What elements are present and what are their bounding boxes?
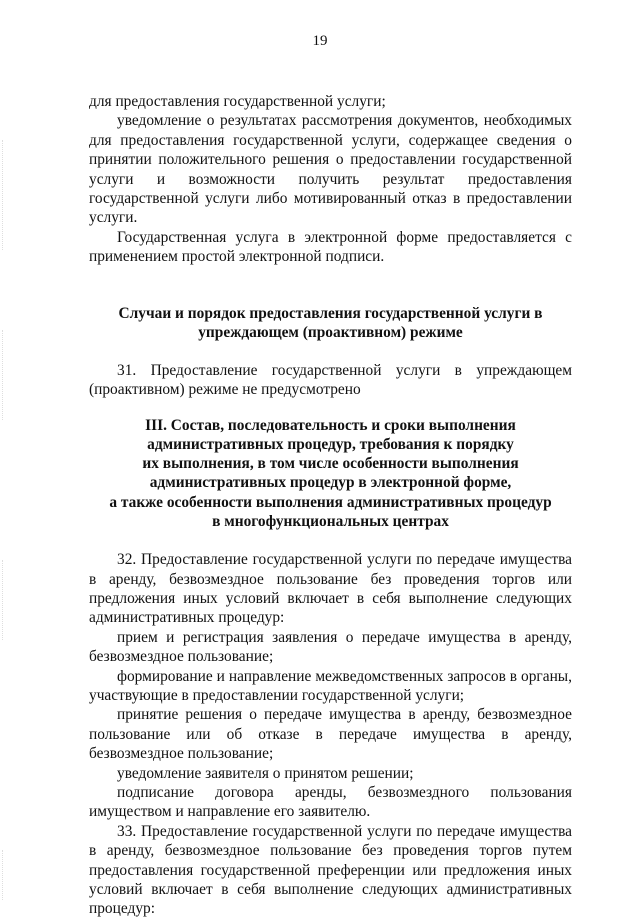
procedure-item: подписание договора аренды, безвозмездного пользования имуществом и направление его заявителю. [89, 783, 572, 821]
paragraph: Государственная услуга в электронной форме предоставляется с применением простой электронной подписи. [89, 228, 572, 266]
paragraph: уведомление о результатах рассмотрения документов, необходимых для предоставления государственной услуги, содержащее сведения о принятии положительного решения о предоставлении государственной услуги и возможности получить результат предоставления государственной услуги либо мотивированный отказ в предоставлении услуги. [89, 112, 572, 227]
procedure-item: принятие решения о передаче имущества в аренду, безвозмездное пользование или об отказе в передаче имущества в аренду, безвозмездное пользование; [89, 706, 572, 763]
procedure-item: прием и регистрация заявления о передаче имущества в аренду, безвозмездное пользование; [89, 628, 572, 666]
item-32: 32. Предоставление государственной услуги по передаче имущества в аренду, безвозмездное пользование без проведения торгов или предложения иных условий включает в себя выполнение следующих административных процедур: [89, 551, 572, 627]
chapter-heading: III. Состав, последовательность и сроки выполнения [145, 416, 516, 434]
scan-artifact [2, 140, 31, 250]
item-31: 31. Предоставление государственной услуги в упреждающем (проактивном) режиме не предусмотрено [89, 362, 572, 399]
chapter-heading: их выполнения, в том числе особенности выполнения [142, 455, 519, 473]
scan-artifact [2, 560, 31, 640]
item-33: 33. Предоставление государственной услуги по передаче имущества в аренду, безвозмездное пользование без проведения торгов путем предоставления государственной преференции или предложения иных условий включает в себя выполнение следующих административных процедур: [89, 822, 572, 918]
paragraph: для предоставления государственной услуги; [89, 93, 386, 110]
page-number: 19 [312, 33, 328, 49]
section-heading: Случаи и порядок предоставления государственной услуги в [118, 304, 543, 322]
procedure-item: уведомление заявителя о принятом решении; [117, 764, 414, 782]
procedure-item: формирование и направление межведомственных запросов в органы, участвующие в предоставлении государственной услуги; [89, 667, 572, 704]
document-body [89, 92, 572, 919]
chapter-heading: административных процедур в электронной форме, [149, 474, 512, 492]
chapter-heading: в многофункциональных центрах [212, 512, 449, 530]
scan-artifact [2, 850, 31, 900]
scan-artifact [2, 330, 31, 420]
section-heading: упреждающем (проактивном) режиме [198, 323, 463, 341]
chapter-heading: а также особенности выполнения административных процедур [109, 493, 552, 511]
chapter-heading: административных процедур, требования к порядку [147, 436, 514, 454]
